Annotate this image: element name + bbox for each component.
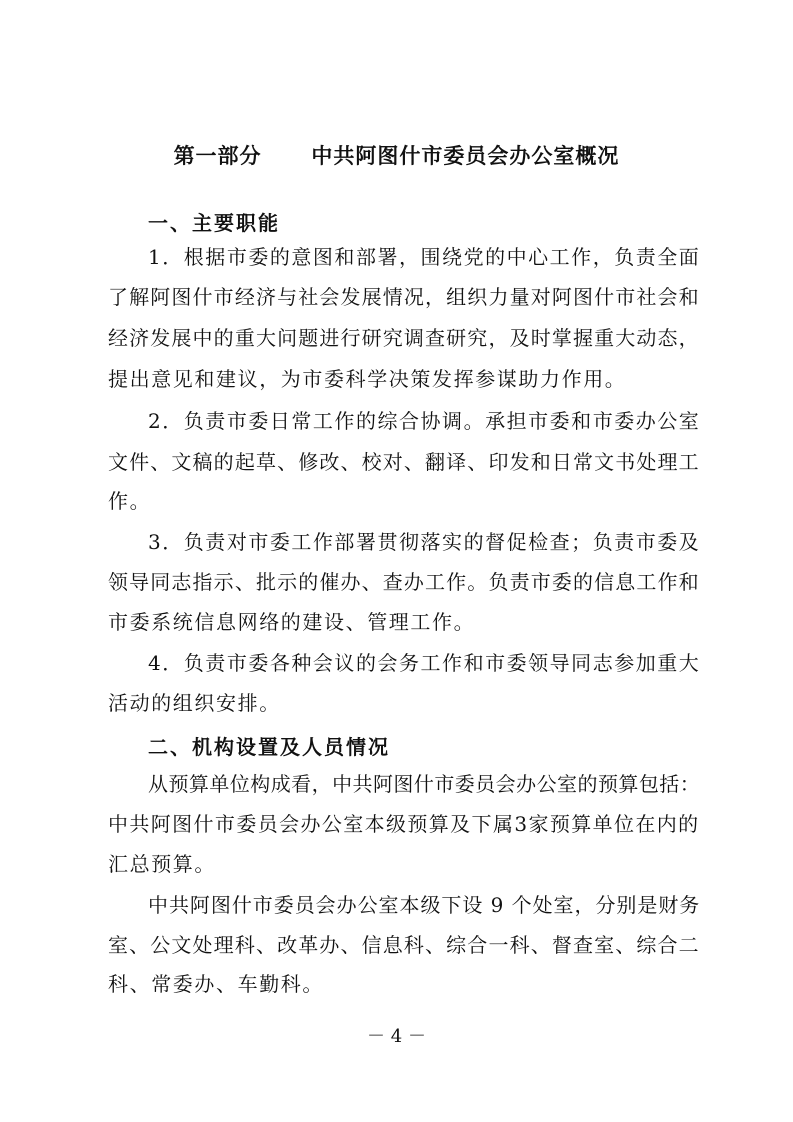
paragraph-line: 中共阿图什市委员会办公室本级预算及下属3家预算单位在内的 <box>108 812 700 836</box>
paragraph-line: 4．负责市委各种会议的会务工作和市委领导同志参加重大 <box>148 651 701 675</box>
page-number: － 4 － <box>367 1026 426 1047</box>
paragraph-line: 作。 <box>108 489 152 513</box>
paragraph-line: 汇总预算。 <box>108 852 216 876</box>
page-title: 第一部分 中共阿图什市委员会办公室概况 <box>173 144 620 168</box>
paragraph-line: 文件、文稿的起草、修改、校对、翻译、印发和日常文书处理工 <box>108 450 700 474</box>
paragraph-line: 从预算单位构成看，中共阿图什市委员会办公室的预算包括： <box>148 772 701 796</box>
paragraph-line: 经济发展中的重大问题进行研究调查研究，及时掌握重大动态， <box>108 326 700 350</box>
paragraph-line: 1．根据市委的意图和部署，围绕党的中心工作，负责全面 <box>148 245 701 269</box>
section-heading-main-functions: 一、主要职能 <box>148 211 280 235</box>
paragraph-line: 了解阿图什市经济与社会发展情况，组织力量对阿图什市社会和 <box>108 285 700 309</box>
paragraph-line: 2．负责市委日常工作的综合协调。承担市委和市委办公室 <box>148 409 701 433</box>
paragraph-line: 活动的组织安排。 <box>108 691 281 715</box>
paragraph-line: 领导同志指示、批示的催办、查办工作。负责市委的信息工作和 <box>108 570 700 594</box>
paragraph-line: 市委系统信息网络的建设、管理工作。 <box>108 610 476 634</box>
paragraph-line: 3．负责对市委工作部署贯彻落实的督促检查；负责市委及 <box>148 530 701 554</box>
paragraph-line: 科、常委办、车勤科。 <box>108 972 324 996</box>
section-heading-organization: 二、机构设置及人员情况 <box>148 735 390 759</box>
paragraph-line: 室、公文处理科、改革办、信息科、综合一科、督查室、综合二 <box>108 933 700 957</box>
paragraph-line: 中共阿图什市委员会办公室本级下设 9 个处室，分别是财务 <box>148 893 701 917</box>
paragraph-line: 提出意见和建议，为市委科学决策发挥参谋助力作用。 <box>108 367 627 391</box>
